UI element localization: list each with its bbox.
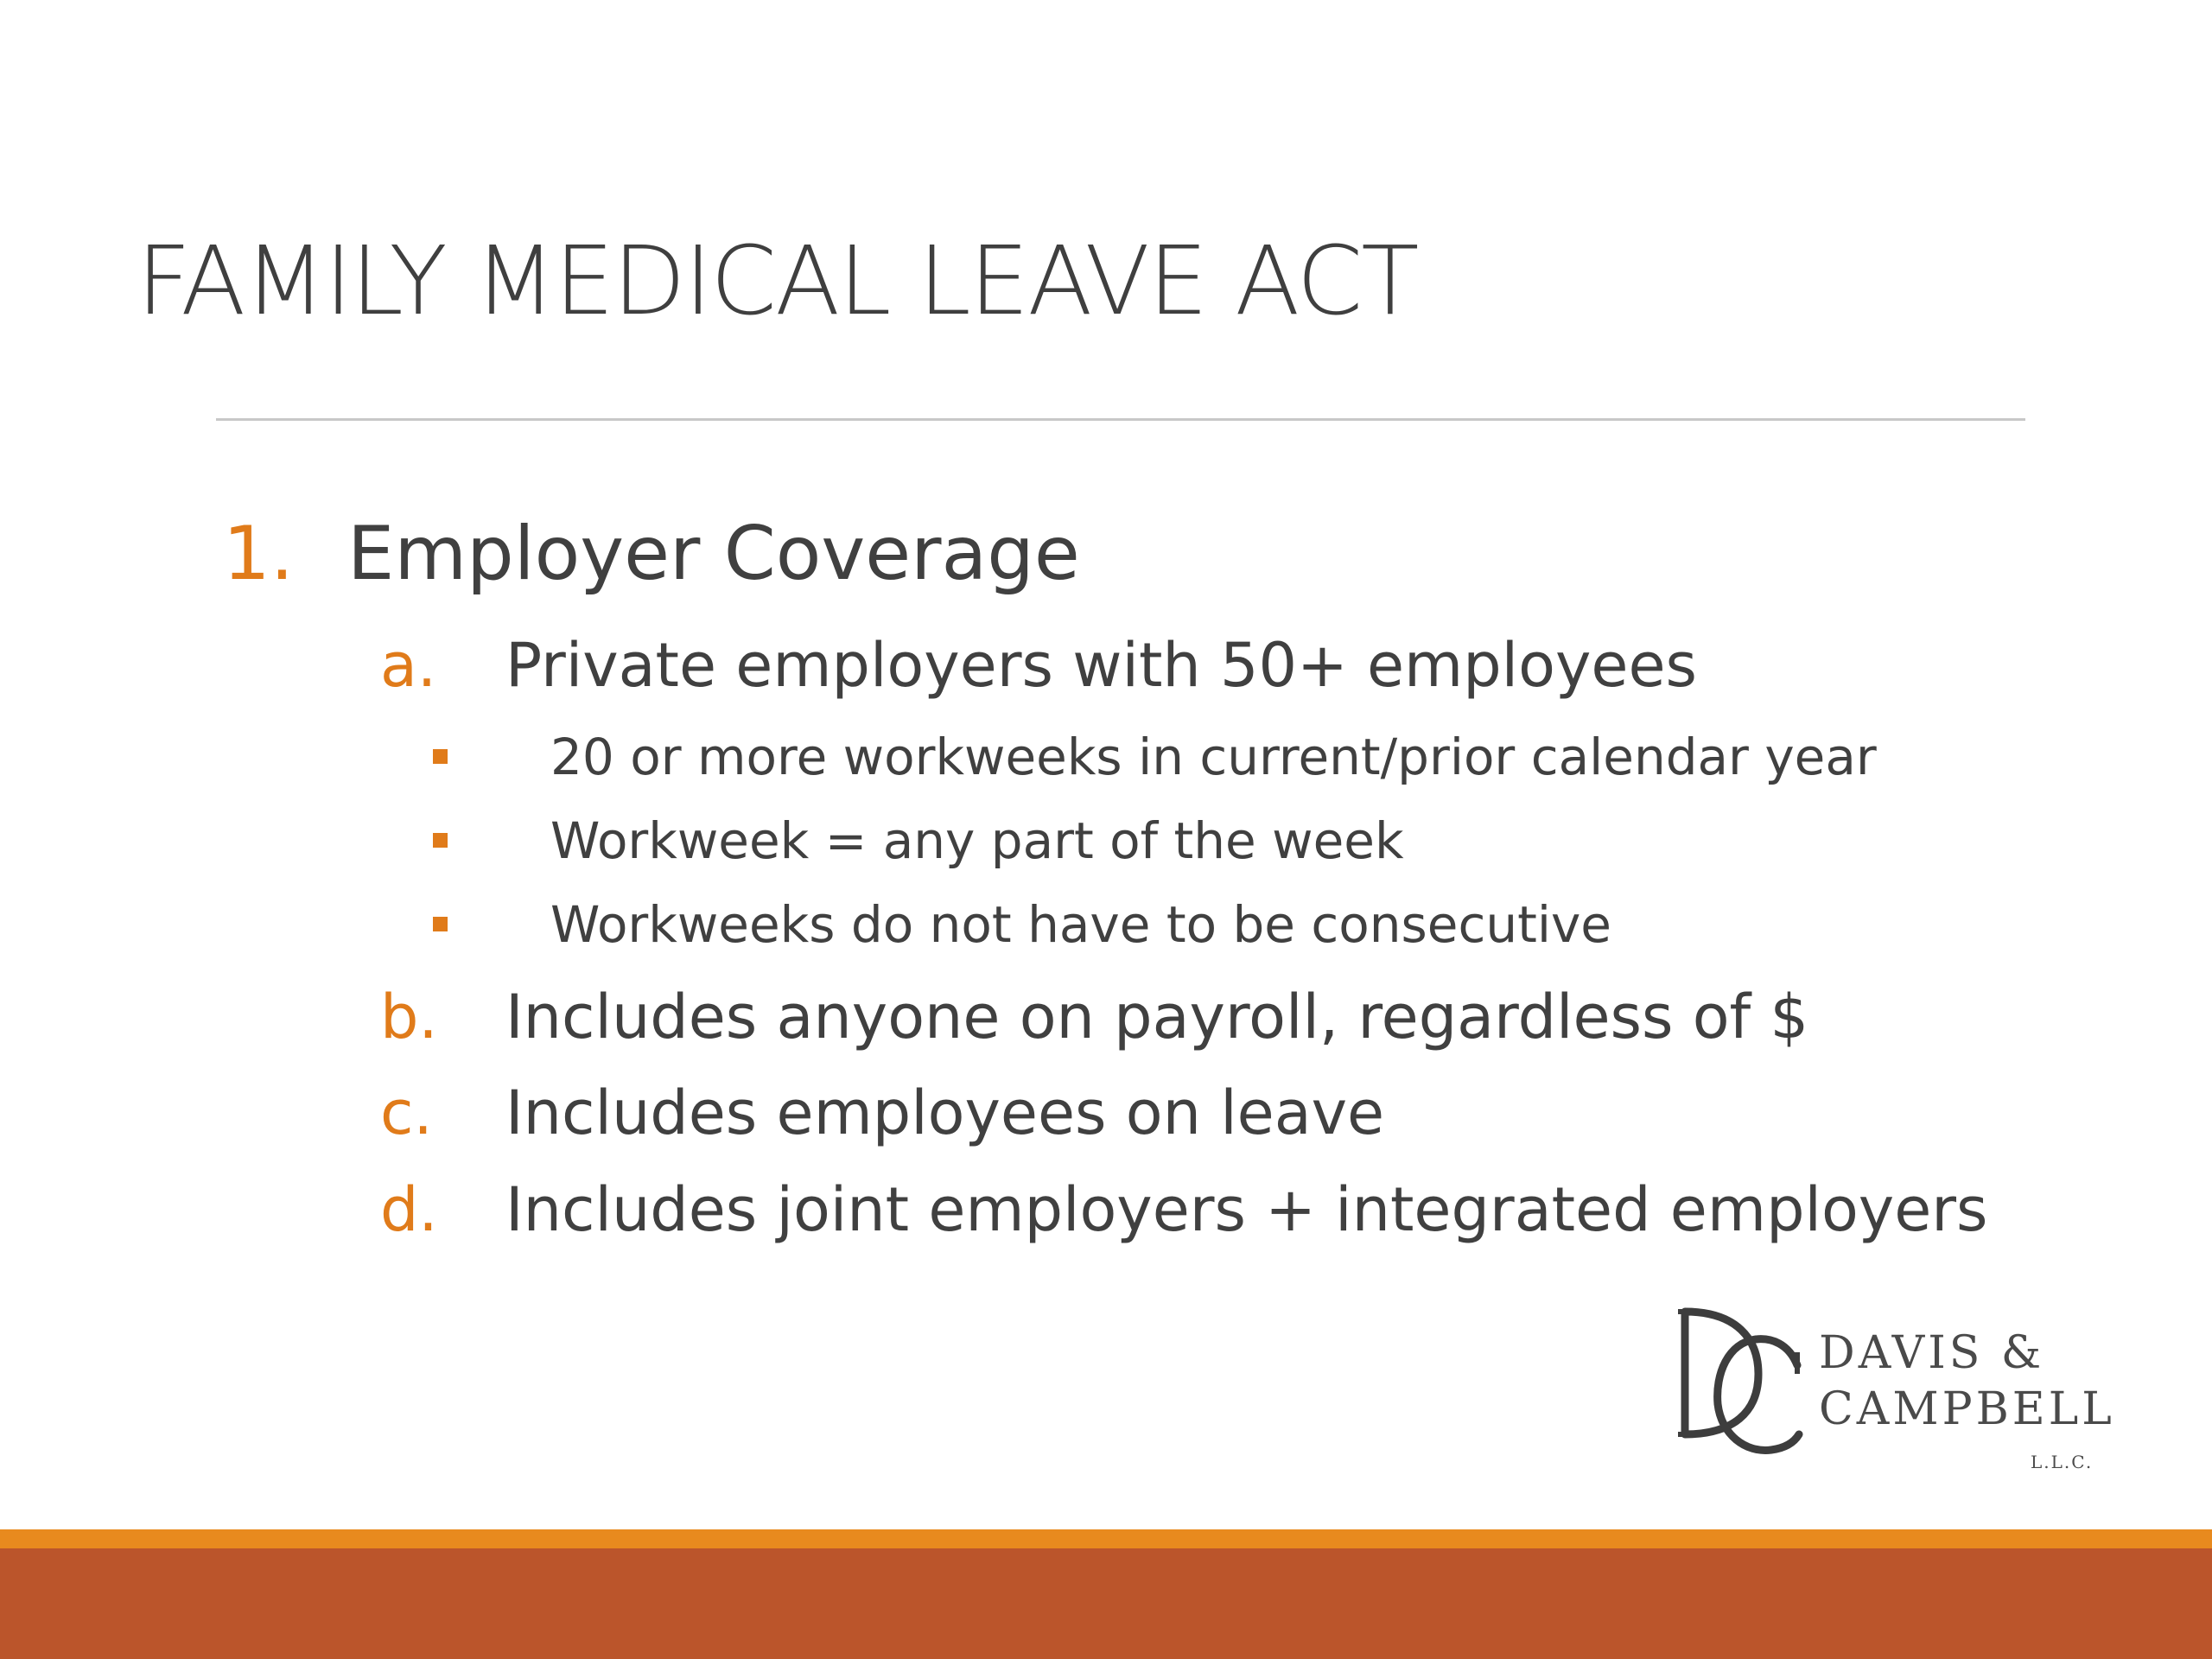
square-bullet-icon [433, 749, 448, 764]
sublist-item-text: Includes anyone on payroll, regardless of $ [505, 982, 1808, 1052]
footer-bar-thick [0, 1548, 2212, 1659]
list-number: 1. [223, 511, 295, 597]
sublist-item-text: Includes joint employers + integrated employers [505, 1174, 1988, 1245]
slide-title: FAMILY MEDICAL LEAVE ACT [137, 226, 1418, 336]
sublist-item-text: Includes employees on leave [505, 1077, 1385, 1148]
footer-bar-thin [0, 1529, 2212, 1548]
bullet-item-text: Workweek = any part of the week [550, 811, 1404, 870]
square-bullet-icon [433, 833, 448, 848]
sublist-letter: c. [380, 1077, 433, 1148]
sublist-letter: d. [380, 1174, 438, 1245]
sublist-item-text: Private employers with 50+ employees [505, 630, 1697, 701]
bullet-item-text: 20 or more workweeks in current/prior calendar year [550, 728, 1877, 786]
list-item-text: Employer Coverage [347, 511, 1080, 597]
sublist-letter: b. [380, 982, 438, 1052]
logo-line-2: CAMPBELL [1819, 1383, 2115, 1435]
dc-monogram-icon [1676, 1305, 1806, 1460]
davis-campbell-logo [1676, 1305, 2115, 1478]
title-divider [216, 418, 2025, 421]
square-bullet-icon [433, 917, 448, 931]
sublist-letter: a. [380, 630, 437, 701]
logo-line-3: L.L.C. [2031, 1452, 2094, 1472]
bullet-item-text: Workweeks do not have to be consecutive [550, 895, 1611, 954]
logo-line-1: DAVIS & [1819, 1327, 2045, 1379]
